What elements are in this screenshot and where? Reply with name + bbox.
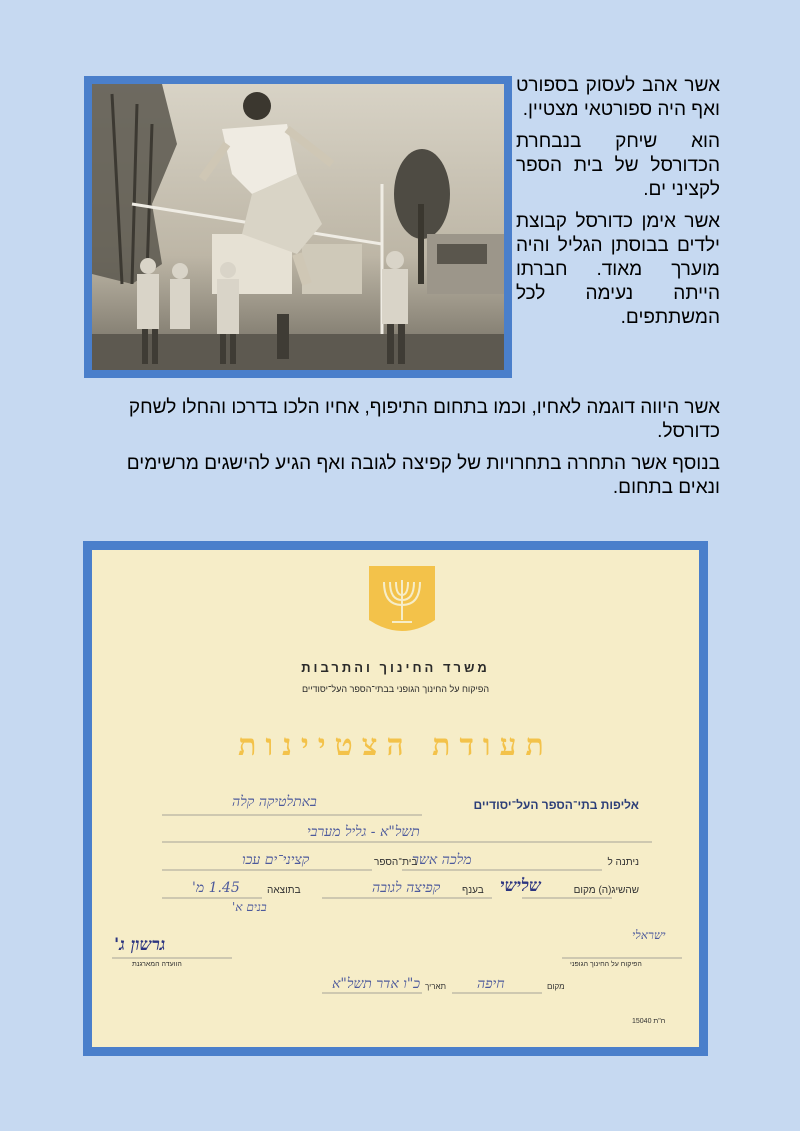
committee-signature: גרשון ג' bbox=[114, 935, 166, 955]
given-handwritten: מלכה אשר bbox=[412, 852, 472, 868]
place-handwritten: שלישי bbox=[500, 876, 541, 896]
wide-paragraph: אשר היווה דוגמה לאחיו, וכמו בתחום התיפוף, אחיו הלכו בדרכו והחלו לשחק כדורסל. bbox=[128, 397, 720, 442]
side-text-column bbox=[516, 74, 720, 338]
form-number: ח"ת 15040 bbox=[632, 1018, 666, 1025]
state-emblem-icon bbox=[369, 566, 435, 631]
certificate bbox=[92, 550, 699, 1047]
side-paragraph: אשר אהב לעסוק בספורט ואף היה ספורטאי מצטיין. bbox=[516, 75, 720, 120]
wide-paragraph: בנוסף אשר התחרה בתחרויות של קפיצה לגובה ואף הגיע להישגים מרשימים ונאים בתחום. bbox=[126, 453, 720, 498]
branch-handwritten: קפיצה לגובה bbox=[372, 880, 441, 896]
supervision-heading: הפיקוח על החינוך הגופני בבתי־הספר העל־יסודיים bbox=[301, 684, 490, 694]
class-handwritten: בנים א' bbox=[232, 900, 267, 914]
certificate-frame bbox=[83, 541, 708, 1056]
photo-frame bbox=[84, 76, 512, 378]
date-label: תאריך bbox=[425, 982, 447, 991]
ministry-heading: משרד החינוך והתרבות bbox=[301, 660, 490, 675]
school-label: בית־הספר bbox=[374, 857, 418, 868]
date-handwritten: כ"ו אדר תשל"א bbox=[332, 976, 421, 992]
branch-label: בענף bbox=[462, 885, 484, 896]
certificate-title: תעודת הצטיינות bbox=[238, 728, 553, 763]
year-region-handwritten: תשל"א - גליל מערבי bbox=[307, 824, 420, 840]
result-handwritten: 1.45 מ' bbox=[192, 880, 240, 896]
place-name-handwritten: חיפה bbox=[477, 976, 505, 992]
high-jump-photo bbox=[92, 84, 504, 370]
school-handwritten: קציני־ים עכו bbox=[242, 852, 310, 868]
place-label: מקום bbox=[547, 982, 565, 991]
wide-text-block bbox=[84, 396, 720, 508]
championship-handwritten: באתלטיקה קלה bbox=[232, 794, 317, 810]
side-paragraph: אשר אימן כדורסל קבוצת ילדים בבוסתן הגליל והיה מוערך מאוד. חברתו הייתה נעימה לכל המשתתפים. bbox=[516, 211, 720, 328]
supervisor-label: הפיקוח על החינוך הגופני bbox=[570, 961, 642, 968]
committee-label: הוועדה המארגנת bbox=[132, 961, 182, 968]
achieved-label: שהשיג(ה) מקום bbox=[573, 885, 639, 896]
supervisor-signature: ישראלי bbox=[632, 928, 666, 942]
given-label: ניתנה ל bbox=[607, 857, 639, 868]
result-label: בתוצאה bbox=[267, 885, 301, 896]
championship-label: אליפות בתי־הספר העל־יסודיים bbox=[473, 798, 639, 812]
side-paragraph: הוא שיחק בנבחרת הכדורסל של בית הספר לקציני ים. bbox=[516, 131, 720, 200]
